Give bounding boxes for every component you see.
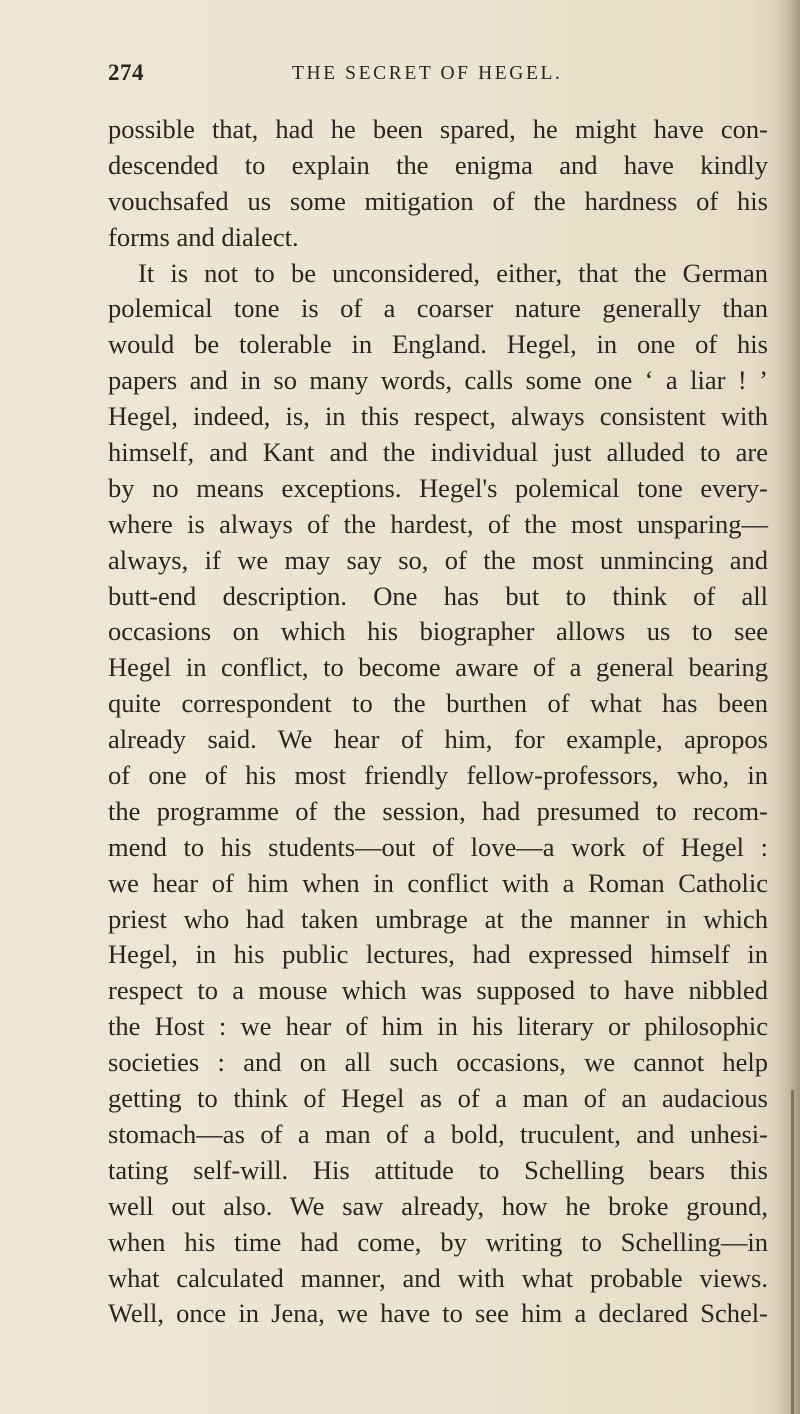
text-line: respect to a mouse which was supposed to have nibbled [108, 975, 768, 1006]
text-line: polemical tone is of a coarser nature generally than [108, 293, 768, 324]
text-line: the Host : we hear of him in his literary or philosophic [108, 1011, 768, 1042]
text-line: well out also. We saw already, how he broke ground, [108, 1190, 768, 1221]
text-line: butt-end description. One has but to think of all [108, 580, 768, 611]
text-line: by no means exceptions. Hegel's polemical tone every- [108, 472, 768, 503]
text-line: descended to explain the enigma and have kindly [108, 149, 768, 180]
text-line: Hegel in conflict, to become aware of a general bearing [108, 652, 768, 683]
text-line: societies : and on all such occasions, we cannot help [108, 1047, 768, 1078]
text-line: of one of his most friendly fellow-professors, who, in [108, 760, 768, 791]
text-line: already said. We hear of him, for example, apropos [108, 724, 768, 755]
text-line: mend to his students—out of love—a work of Hegel : [108, 831, 768, 862]
text-line: tating self-will. His attitude to Schelling bears this [108, 1154, 768, 1185]
text-line: papers and in so many words, calls some one ‘ a liar ! ’ [108, 365, 768, 396]
page-header [108, 60, 768, 94]
page-edge-line [791, 1090, 794, 1414]
text-line: getting to think of Hegel as of a man of an audacious [108, 1083, 768, 1114]
text-line: would be tolerable in England. Hegel, in one of his [108, 329, 768, 360]
text-line: priest who had taken umbrage at the manner in which [108, 903, 768, 934]
page-number: 274 [108, 60, 144, 85]
text-line: possible that, had he been spared, he might have con- [108, 114, 768, 144]
text-line: Hegel, in his public lectures, had expressed himself in [108, 939, 768, 970]
text-line: always, if we may say so, of the most unmincing and [108, 544, 768, 575]
text-line: It is not to be unconsidered, either, that the German [138, 257, 768, 288]
text-line: vouchsafed us some mitigation of the hardness of his [108, 185, 768, 216]
text-line: when his time had come, by writing to Schelling—in [108, 1226, 768, 1257]
text-line: himself, and Kant and the individual just alluded to are [108, 437, 768, 468]
text-line: stomach—as of a man of a bold, truculent, and unhesi- [108, 1118, 768, 1149]
text-line: we hear of him when in conflict with a Roman Catholic [108, 867, 768, 898]
text-line: Hegel, indeed, is, in this respect, always consistent with [108, 401, 768, 432]
text-line: what calculated manner, and with what probable views. [108, 1262, 768, 1293]
text-line: occasions on which his biographer allows us to see [108, 616, 768, 647]
text-line: where is always of the hardest, of the most unsparing— [108, 508, 768, 539]
running-head: THE SECRET OF HEGEL. [292, 63, 563, 84]
text-line: the programme of the session, had presumed to recom- [108, 795, 768, 826]
text-line: forms and dialect. [108, 221, 299, 252]
page-edge-shadow [774, 0, 800, 1414]
body-text [108, 112, 768, 1332]
text-line: quite correspondent to the burthen of what has been [108, 688, 768, 719]
text-line: Well, once in Jena, we have to see him a declared Schel- [108, 1298, 768, 1329]
